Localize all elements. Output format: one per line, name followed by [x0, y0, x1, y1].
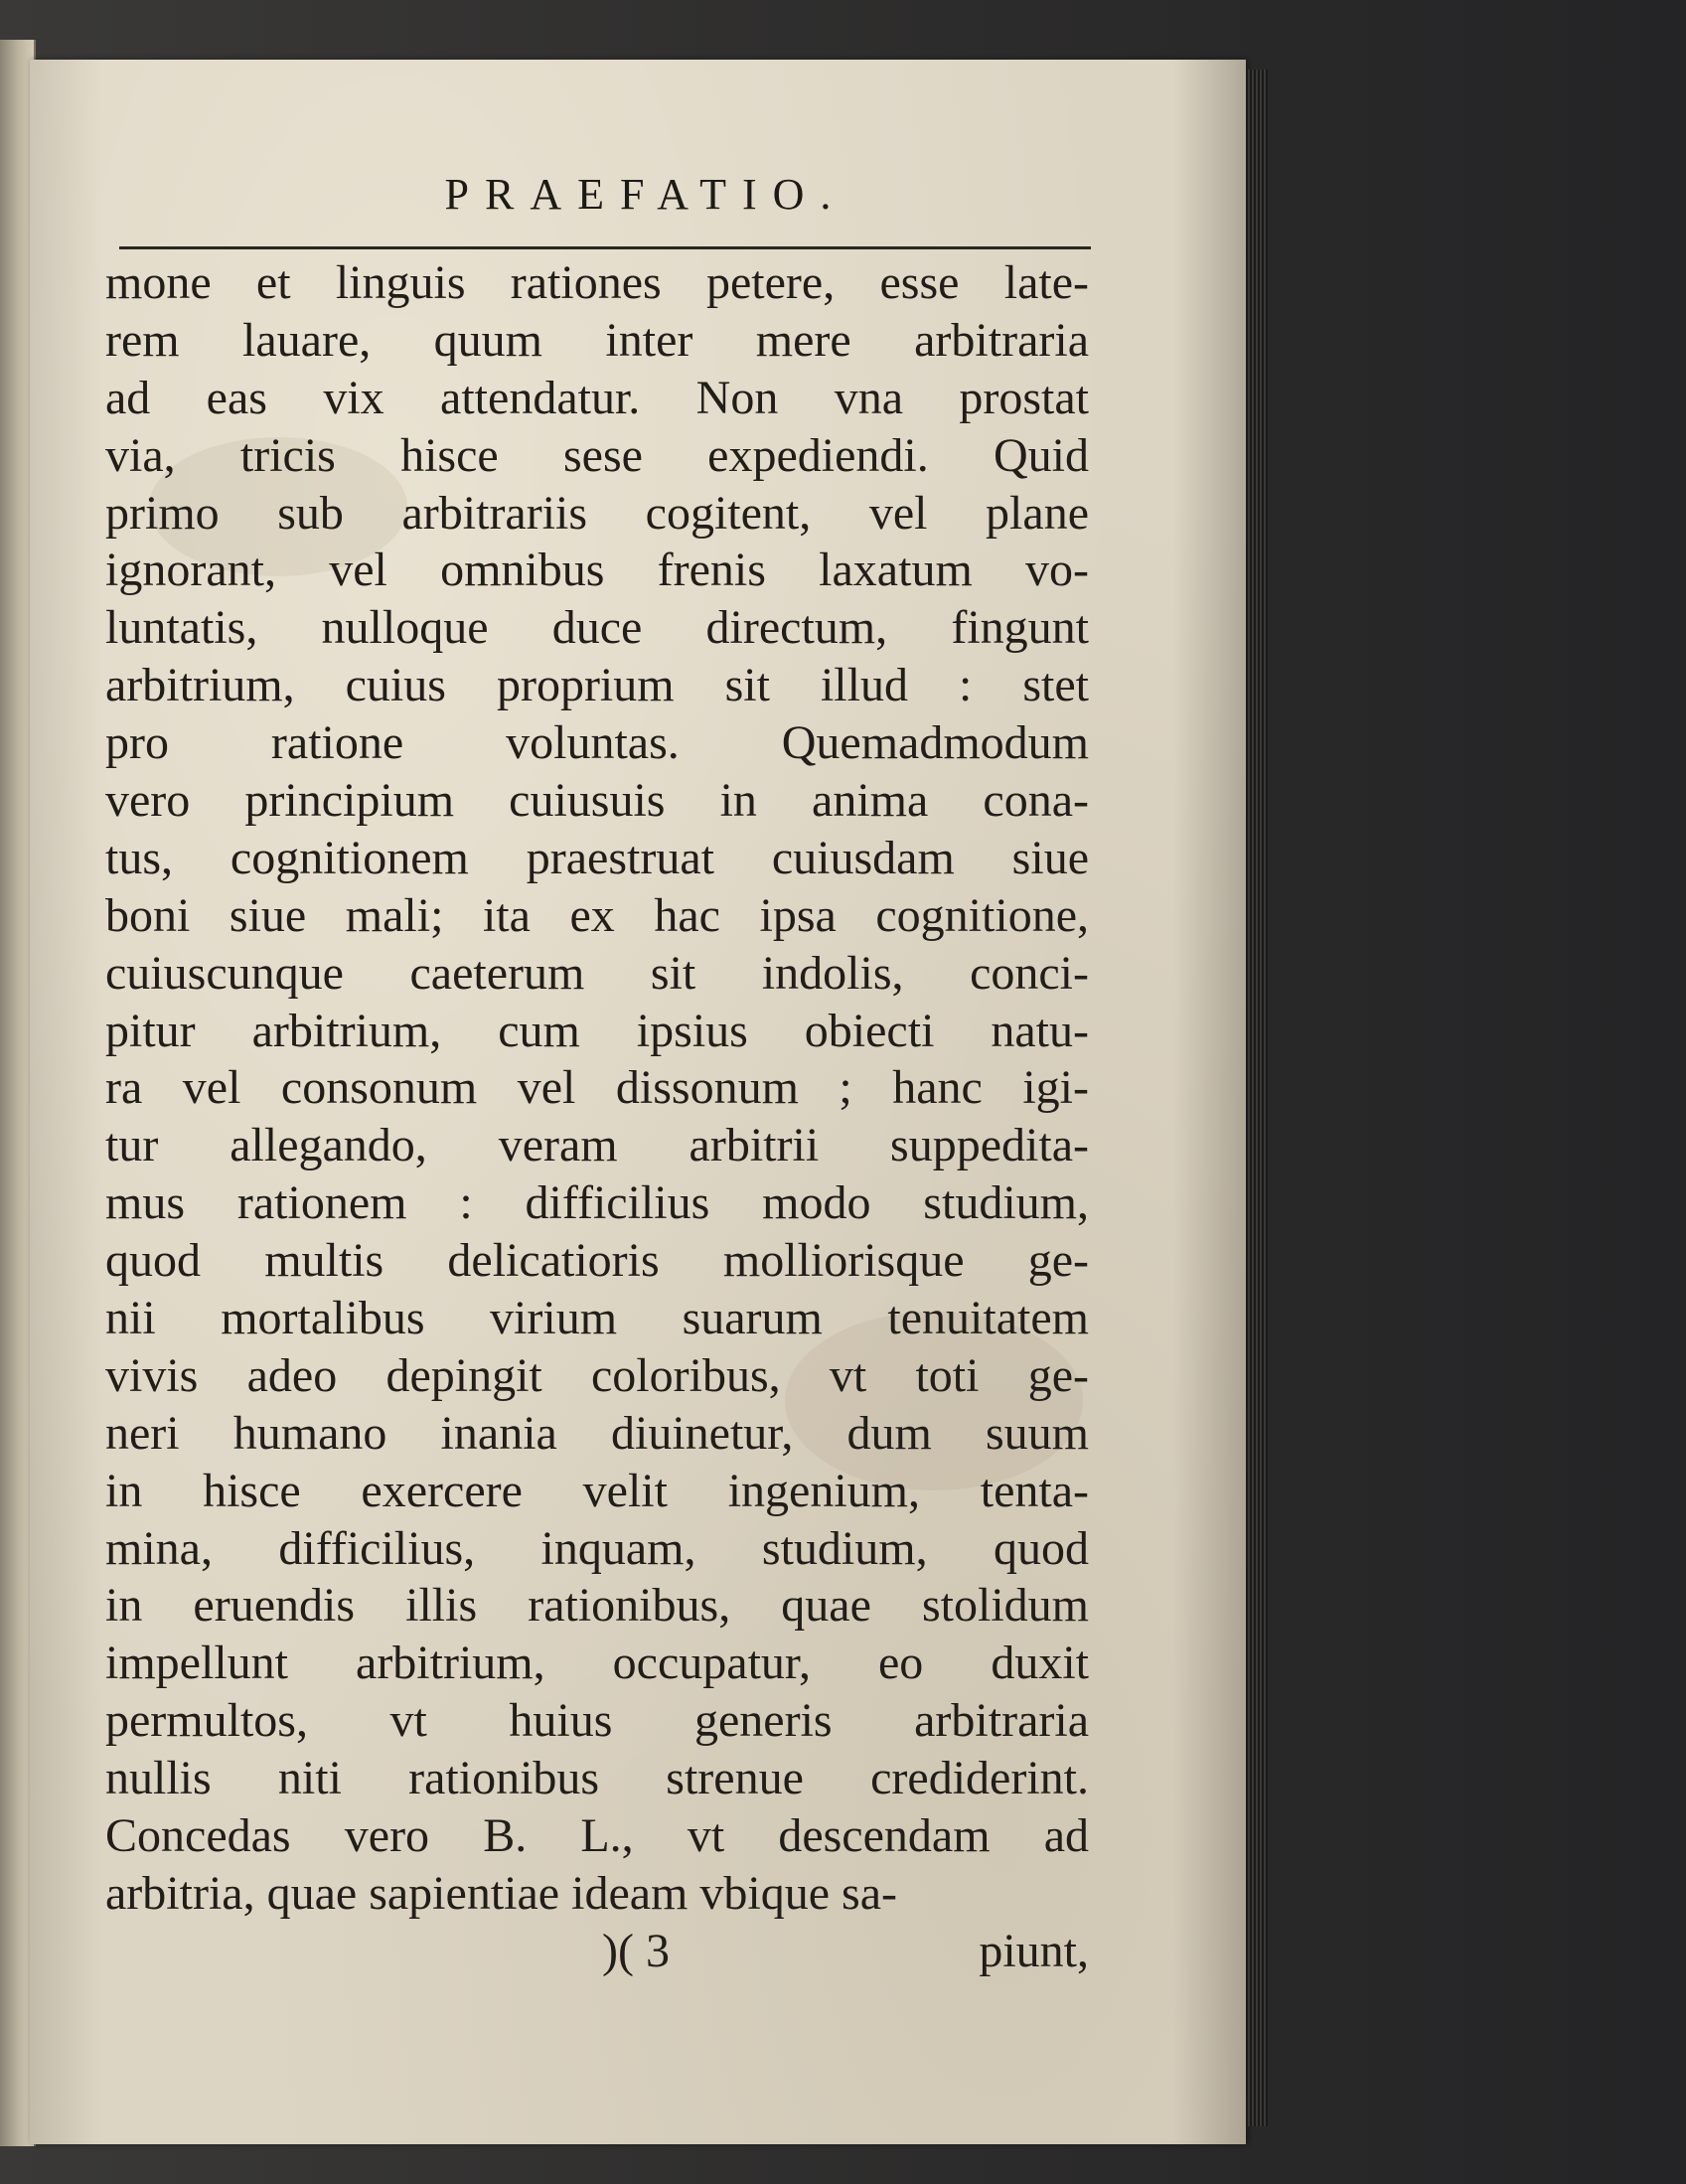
- text-line: impellunt arbitrium, occupatur, eo duxit: [105, 1637, 1089, 1690]
- head-rule: [119, 246, 1091, 249]
- text-line: pitur arbitrium, cum ipsius obiecti natu-: [105, 1004, 1089, 1057]
- text-line: vivis adeo depingit coloribus, vt toti ge-: [105, 1348, 1089, 1402]
- text-line: arbitria, quae sapientiae ideam vbique sa-: [105, 1866, 897, 1920]
- text-line: Concedas vero B. L., vt descendam ad: [105, 1809, 1089, 1863]
- text-line: quod multis delicatioris molliorisque ge-: [105, 1234, 1089, 1288]
- text-line: tur allegando, veram arbitrii suppedita-: [105, 1119, 1089, 1172]
- text-line: mina, difficilius, inquam, studium, quod: [105, 1521, 1089, 1575]
- text-line: boni siue mali; ita ex hac ipsa cognitione,: [105, 888, 1089, 942]
- text-line: permultos, vt huius generis arbitraria: [105, 1694, 1089, 1748]
- text-line: via, tricis hisce sese expediendi. Quid: [105, 428, 1089, 482]
- text-line: cuiuscunque caeterum sit indolis, conci-: [105, 946, 1089, 1000]
- text-line: ad eas vix attendatur. Non vna prostat: [105, 371, 1089, 424]
- text-line: in hisce exercere velit ingenium, tenta-: [105, 1464, 1089, 1517]
- text-line: vero principium cuiusuis in anima cona-: [105, 774, 1089, 828]
- page-footer: [105, 1922, 1089, 1981]
- text-line: rem lauare, quum inter mere arbitraria: [105, 313, 1089, 367]
- text-line: ra vel consonum vel dissonum ; hanc igi-: [105, 1061, 1089, 1115]
- text-line: luntatis, nulloque duce directum, fingunt: [105, 601, 1089, 655]
- text-line: mus rationem : difficilius modo studium,: [105, 1176, 1089, 1230]
- body-text: [105, 254, 1089, 1923]
- running-head: PRAEFATIO.: [444, 170, 847, 219]
- text-line: neri humano inania diuinetur, dum suum: [105, 1406, 1089, 1460]
- text-line: nullis niti rationibus strenue crediderint.: [105, 1752, 1089, 1805]
- text-line: arbitrium, cuius proprium sit illud : stet: [105, 659, 1089, 712]
- text-line: in eruendis illis rationibus, quae stolidum: [105, 1579, 1089, 1633]
- signature-mark: )( 3: [602, 1925, 670, 1977]
- text-line: ignorant, vel omnibus frenis laxatum vo-: [105, 544, 1089, 597]
- text-line: pro ratione voluntas. Quemadmodum: [105, 716, 1089, 770]
- text-line: tus, cognitionem praestruat cuiusdam siue: [105, 831, 1089, 884]
- text-line: mone et linguis rationes petere, esse late-: [105, 256, 1089, 309]
- catchword: piunt,: [979, 1925, 1089, 1977]
- fore-edge: [1246, 70, 1268, 2126]
- text-line: nii mortalibus virium suarum tenuitatem: [105, 1292, 1089, 1345]
- text-line: primo sub arbitrariis cogitent, vel plane: [105, 486, 1089, 540]
